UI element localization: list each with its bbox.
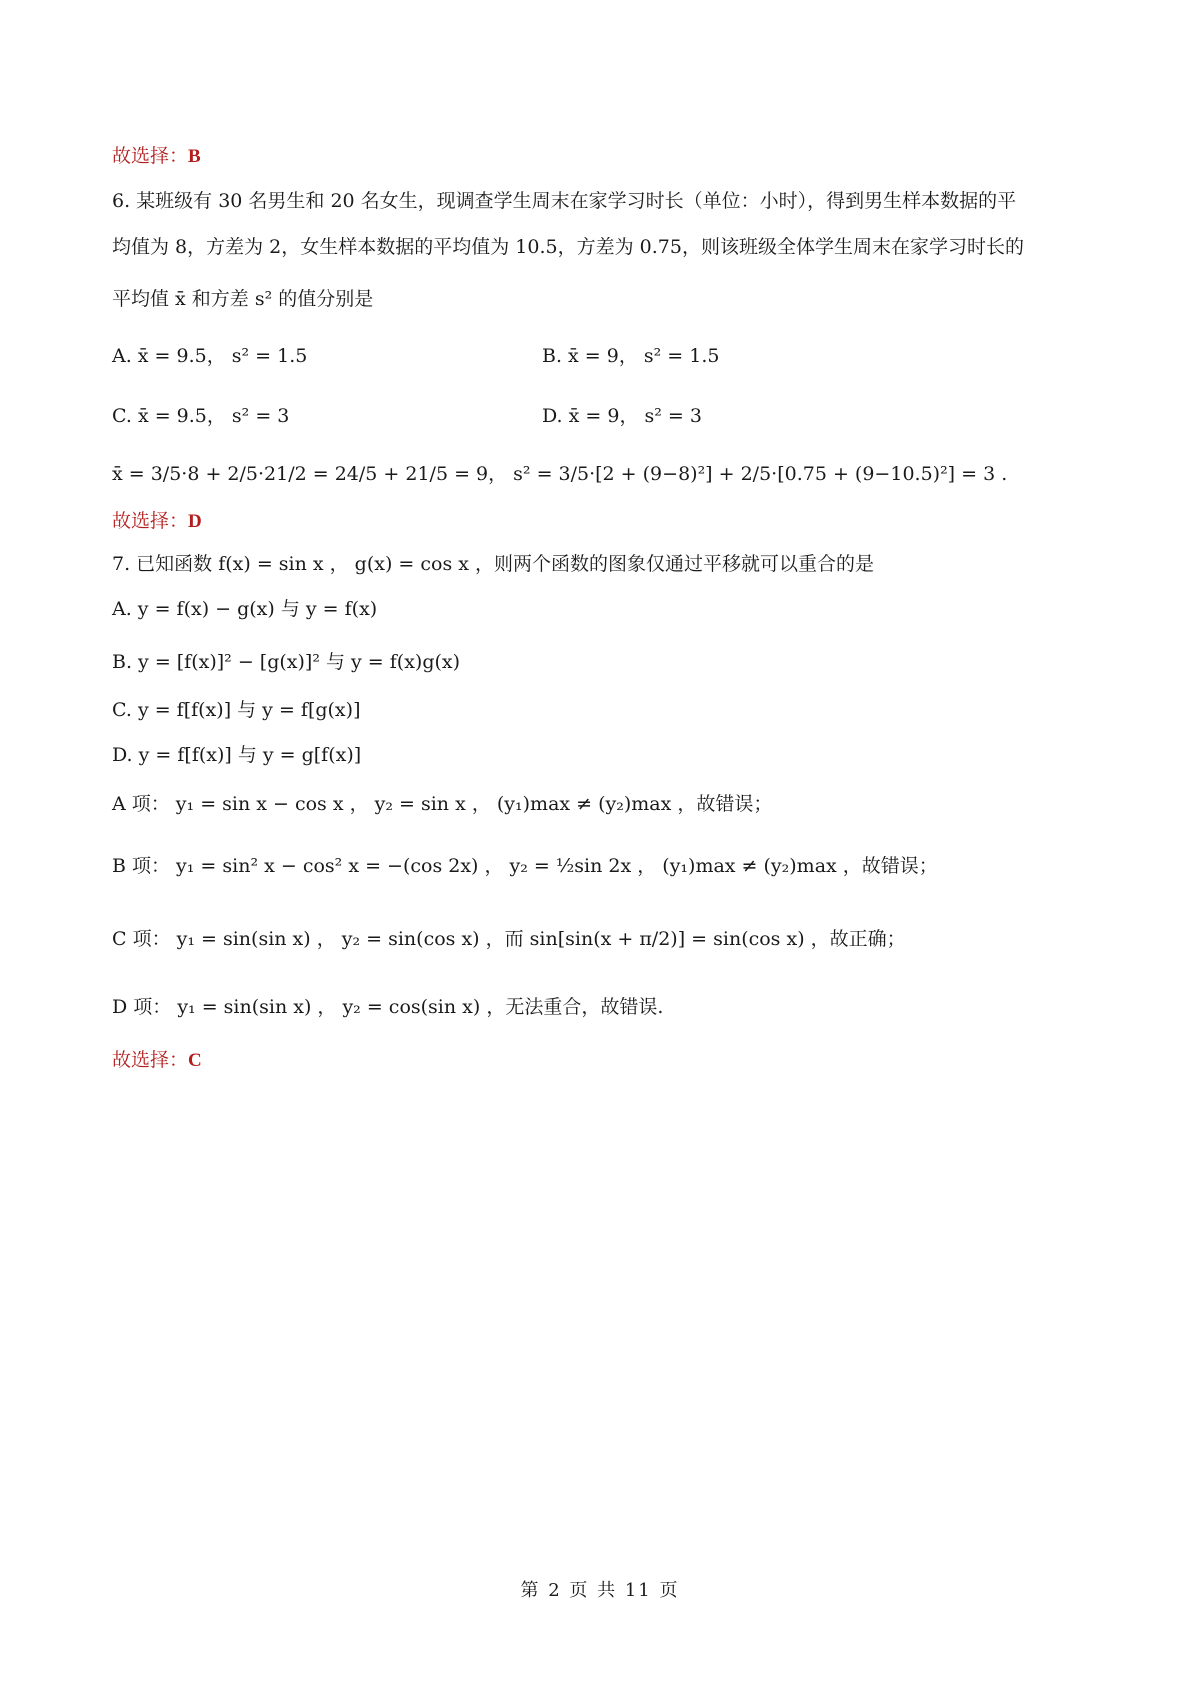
q7-option-d: D. y = f[f(x)] 与 y = g[f(x)] xyxy=(112,744,362,766)
page-footer: 第 2 页 共 11 页 xyxy=(520,1580,680,1601)
q7-option-b: B. y = [f(x)]² − [g(x)]² 与 y = f(x)g(x) xyxy=(112,651,461,673)
q7-solution-b: B 项： y₁ = sin² x − cos² x = −(cos 2x) ， y₂ = ½sin 2x ， (y₁)max ≠ (y₂)max ，故错误； xyxy=(112,855,938,877)
q6-option-a: A. x̄ = 9.5， s² = 1.5 xyxy=(112,345,308,367)
q7-option-a: A. y = f(x) − g(x) 与 y = f(x) xyxy=(112,598,378,620)
q6-option-d: D. x̄ = 9， s² = 3 xyxy=(542,405,702,427)
q6-solution: x̄ = 3/5·8 + 2/5·21/2 = 24/5 + 21/5 = 9， s² = 3/5·[2 + (9−8)²] + 2/5·[0.75 + (9−10.5)²] = 3 . xyxy=(112,463,1008,485)
q7-stem: 7. 已知函数 f(x) = sin x ， g(x) = cos x ，则两个函数的图象仅通过平移就可以重合的是 xyxy=(112,553,875,575)
q7-solution-a: A 项： y₁ = sin x − cos x ， y₂ = sin x ， (y₁)max ≠ (y₂)max ，故错误； xyxy=(112,793,773,815)
q6-option-c: C. x̄ = 9.5， s² = 3 xyxy=(112,405,290,427)
previous-answer: 故选择：B xyxy=(112,145,201,167)
q7-solution-d: D 项： y₁ = sin(sin x) ， y₂ = cos(sin x) ，无法重合，故错误. xyxy=(112,996,664,1018)
q6-stem-line-3: 平均值 x̄ 和方差 s² 的值分别是 xyxy=(112,288,374,310)
q6-answer: 故选择：D xyxy=(112,510,202,532)
q7-solution-c: C 项： y₁ = sin(sin x) ， y₂ = sin(cos x) ，而 sin[sin(x + π/2)] = sin(cos x) ，故正确； xyxy=(112,928,906,950)
q7-answer: 故选择：C xyxy=(112,1049,202,1071)
q7-option-c: C. y = f[f(x)] 与 y = f[g(x)] xyxy=(112,699,361,721)
q6-stem-line-2: 均值为 8，方差为 2，女生样本数据的平均值为 10.5，方差为 0.75，则该班级全体学生周末在家学习时长的 xyxy=(112,236,1024,258)
q6-option-b: B. x̄ = 9， s² = 1.5 xyxy=(542,345,720,367)
q6-stem-line-1: 6. 某班级有 30 名男生和 20 名女生，现调查学生周末在家学习时长（单位：小时），得到男生样本数据的平 xyxy=(112,190,1017,212)
